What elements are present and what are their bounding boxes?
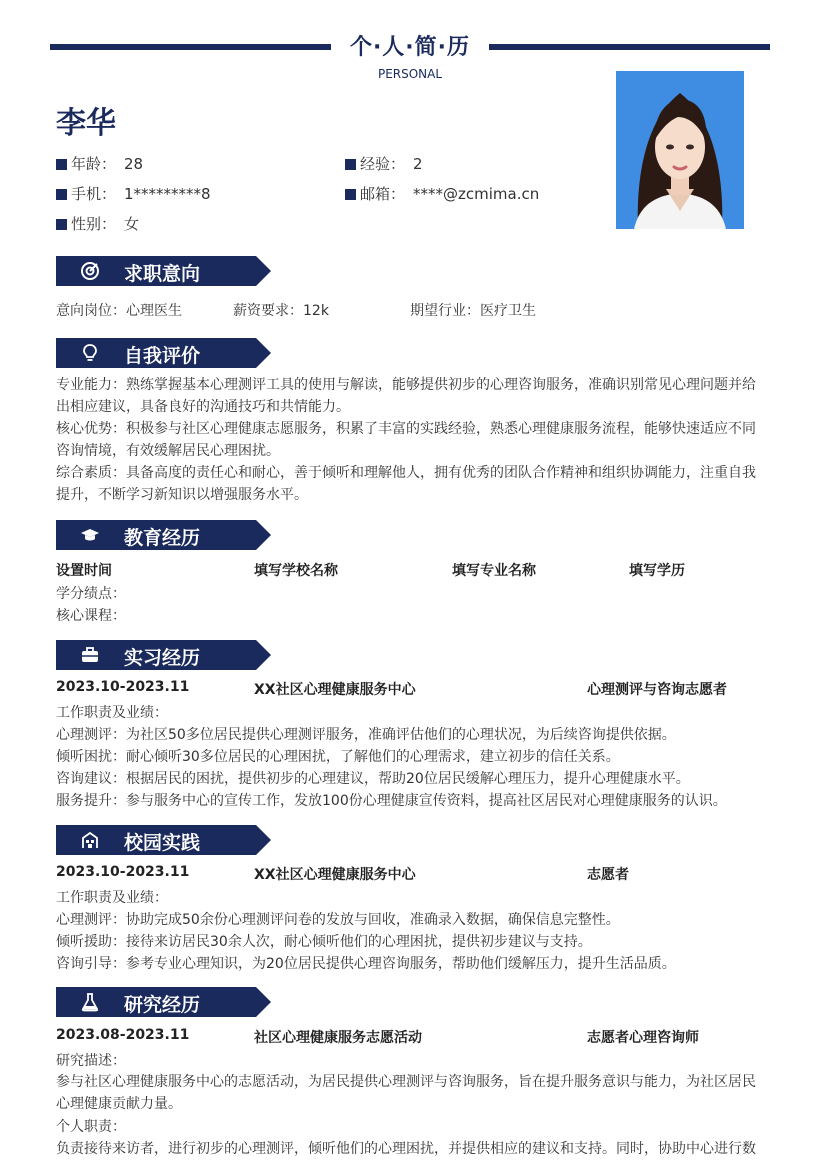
info-phone bbox=[56, 183, 211, 204]
research-org: 社区心理健康服务志愿活动 bbox=[254, 1030, 422, 1046]
info-phone-value: 1*********8 bbox=[124, 185, 211, 203]
research-desc: 参与社区心理健康服务中心的志愿活动，为居民提供心理测评与咨询服务，旨在提升服务意识与能力，为社区居民心理健康贡献力量。 bbox=[56, 1074, 756, 1112]
intern-role: 心理测评与咨询志愿者 bbox=[587, 682, 727, 698]
edu-degree: 填写学历 bbox=[629, 563, 685, 579]
info-age bbox=[56, 153, 143, 174]
section-title-campus: 校园实践 bbox=[124, 832, 201, 854]
intent-industry: 期望行业：医疗卫生 bbox=[410, 303, 536, 319]
section-title-intent: 求职意向 bbox=[124, 263, 201, 285]
edu-gpa: 学分绩点： bbox=[56, 586, 126, 602]
edu-major: 填写专业名称 bbox=[452, 563, 536, 579]
campus-line: 倾听援助：接待来访居民30余人次，耐心倾听他们的心理困扰，提供初步建议与支持。 bbox=[56, 934, 592, 950]
candidate-name: 李华 bbox=[56, 106, 116, 141]
research-role: 志愿者心理咨询师 bbox=[587, 1030, 699, 1046]
research-duty: 负责接待来访者，进行初步的心理测评，倾听他们的心理困扰，并提供相应的建议和支持。同时，协助中心进行数 bbox=[56, 1141, 756, 1157]
self-eval-1: 专业能力：熟练掌握基本心理测评工具的使用与解读，能够提供初步的心理咨询服务，准确识别常见心理问题并给出相应建议，具备良好的沟通技巧和共情能力。 bbox=[56, 377, 756, 415]
header-rule-right bbox=[489, 44, 770, 50]
section-header-intent bbox=[56, 256, 272, 286]
profile-photo bbox=[616, 71, 744, 229]
edu-time: 设置时间 bbox=[56, 563, 112, 579]
intern-line: 咨询建议：根据居民的困扰，提供初步的心理建议，帮助20位居民缓解心理压力，提升心理健康水平。 bbox=[56, 771, 690, 787]
self-eval-2: 核心优势：积极参与社区心理健康志愿服务，积累了丰富的实践经验，熟悉心理健康服务流程，能够快速适应不同咨询情境，有效缓解居民心理困扰。 bbox=[56, 421, 756, 459]
section-header-self bbox=[56, 338, 272, 368]
research-date: 2023.08-2023.11 bbox=[56, 1027, 190, 1043]
intern-line: 服务提升：参与服务中心的宣传工作，发放100份心理健康宣传资料，提高社区居民对心理健康服务的认识。 bbox=[56, 793, 727, 809]
info-email-value: ****@zcmima.cn bbox=[413, 185, 540, 203]
info-email bbox=[345, 183, 539, 204]
flask-icon bbox=[80, 992, 100, 1012]
section-title-internship: 实习经历 bbox=[124, 647, 201, 669]
section-header-research bbox=[56, 987, 272, 1017]
building-icon bbox=[80, 830, 100, 850]
info-gender-label: 性别： bbox=[71, 215, 117, 233]
campus-line: 心理测评：协助完成50余份心理测评问卷的发放与回收，准确录入数据，确保信息完整性。 bbox=[56, 912, 620, 928]
research-duty-label: 个人职责： bbox=[56, 1119, 126, 1135]
research-desc-label: 研究描述： bbox=[56, 1053, 126, 1069]
self-eval-3: 综合素质：具备高度的责任心和耐心，善于倾听和理解他人，拥有优秀的团队合作精神和组织协调能力，注重自我提升，不断学习新知识以增强服务水平。 bbox=[56, 465, 756, 503]
section-header-internship bbox=[56, 640, 272, 670]
graduation-cap-icon bbox=[80, 525, 100, 545]
campus-org: XX社区心理健康服务中心 bbox=[254, 867, 416, 883]
info-gender-value: 女 bbox=[124, 215, 140, 233]
info-age-value: 28 bbox=[124, 155, 144, 173]
section-header-education bbox=[56, 520, 272, 550]
info-email-label: 邮箱： bbox=[360, 185, 406, 203]
bullet-square-icon bbox=[345, 159, 356, 170]
section-title-education: 教育经历 bbox=[124, 527, 201, 549]
intern-line: 倾听困扰：耐心倾听30多位居民的心理困扰，了解他们的心理需求，建立初步的信任关系。 bbox=[56, 749, 620, 765]
bullet-square-icon bbox=[56, 189, 67, 200]
campus-line: 工作职责及业绩： bbox=[56, 890, 168, 906]
intern-line: 心理测评：为社区50多位居民提供心理测评服务，准确评估他们的心理状况，为后续咨询提供依据。 bbox=[56, 727, 676, 743]
target-icon bbox=[80, 261, 100, 281]
intent-salary: 薪资要求：12k bbox=[233, 303, 329, 319]
bullet-square-icon bbox=[56, 159, 67, 170]
intern-org: XX社区心理健康服务中心 bbox=[254, 682, 416, 698]
edu-courses: 核心课程： bbox=[56, 608, 126, 624]
section-title-research: 研究经历 bbox=[124, 994, 201, 1016]
bullet-square-icon bbox=[56, 219, 67, 230]
section-title-self: 自我评价 bbox=[124, 345, 201, 367]
intern-line: 工作职责及业绩： bbox=[56, 705, 168, 721]
intern-date: 2023.10-2023.11 bbox=[56, 679, 190, 695]
info-experience-value: 2 bbox=[413, 155, 423, 173]
info-gender bbox=[56, 213, 139, 234]
header-rule-left bbox=[50, 44, 331, 50]
edu-school: 填写学校名称 bbox=[254, 563, 338, 579]
info-experience bbox=[345, 153, 423, 174]
portrait-illustration bbox=[616, 71, 744, 229]
info-phone-label: 手机： bbox=[71, 185, 117, 203]
bullet-square-icon bbox=[345, 189, 356, 200]
lightbulb-icon bbox=[80, 343, 100, 363]
page-subtitle: PERSONAL bbox=[377, 67, 443, 81]
campus-line: 咨询引导：参考专业心理知识，为20位居民提供心理咨询服务，帮助他们缓解压力，提升生活品质。 bbox=[56, 956, 676, 972]
briefcase-icon bbox=[80, 645, 100, 665]
intent-position: 意向岗位：心理医生 bbox=[56, 303, 182, 319]
info-age-label: 年龄： bbox=[71, 155, 117, 173]
section-header-campus bbox=[56, 825, 272, 855]
campus-date: 2023.10-2023.11 bbox=[56, 864, 190, 880]
page-title: 个·人·简·历 bbox=[349, 35, 471, 60]
info-experience-label: 经验： bbox=[360, 155, 406, 173]
campus-role: 志愿者 bbox=[587, 867, 629, 883]
